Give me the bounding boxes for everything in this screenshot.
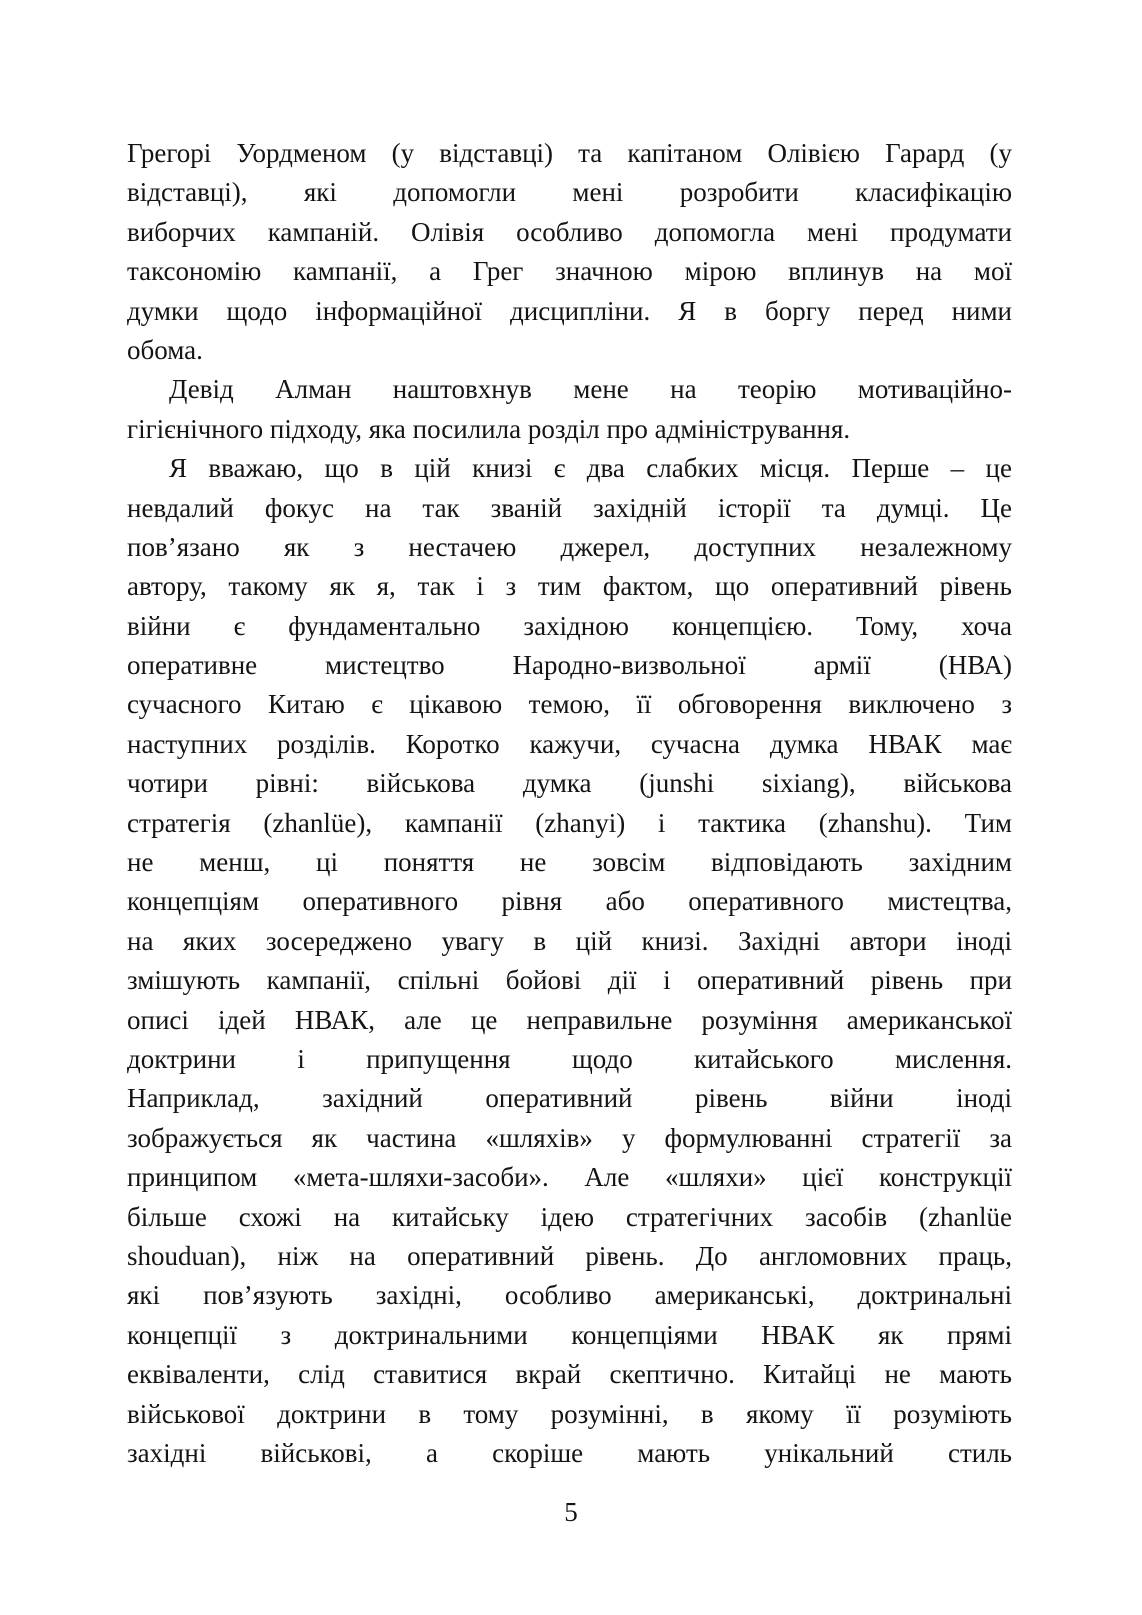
text-line: Девід Алман наштовхнув мене на теорію мотиваційно- — [169, 374, 1012, 405]
text-line: більше схожі на китайську ідею стратегічних засобів (zhanlüe — [127, 1201, 1012, 1232]
text-line: наступних розділів. Коротко кажучи, сучасна думка НВАК має — [127, 728, 1012, 759]
text-line: відставці), які допомогли мені розробити класифікацію — [127, 177, 1012, 208]
text-line: Я вважаю, що в цій книзі є два слабких місця. Перше – це — [169, 453, 1012, 484]
text-line: доктрини і припущення щодо китайського мислення. — [127, 1043, 1012, 1074]
text-line: автору, такому як я, так і з тим фактом, що оперативний рівень — [127, 571, 1012, 602]
text-line: таксономію кампанії, а Грег значною мірою вплинув на мої — [127, 256, 1012, 287]
text-line: обома. — [127, 334, 203, 365]
text-line: еквіваленти, слід ставитися вкрай скептично. Китайці не мають — [127, 1359, 1012, 1390]
text-line: концепції з доктринальними концепціями НВАК як прямі — [127, 1319, 1012, 1350]
text-line: змішують кампанії, спільні бойові дії і оперативний рівень при — [127, 965, 1012, 996]
text-line: описі ідей НВАК, але це неправильне розуміння американської — [127, 1004, 1012, 1035]
text-line: західні військові, а скоріше мають унікальний стиль — [127, 1437, 1012, 1468]
text-line: зображується як частина «шляхів» у формулюванні стратегії за — [127, 1122, 1012, 1153]
text-line: shouduan), ніж на оперативний рівень. До англомовних праць, — [127, 1240, 1012, 1271]
text-line: Грегорі Уордменом (у відставці) та капітаном Олівією Гарард (у — [127, 138, 1012, 168]
text-line: невдалий фокус на так званій західній історії та думці. Це — [127, 492, 1012, 523]
text-line: оперативне мистецтво Народно-визвольної армії (НВА) — [127, 650, 1012, 681]
text-line: принципом «мета-шляхи-засоби». Але «шляхи» цієї конструкції — [127, 1162, 1012, 1193]
text-line: війни є фундаментально західною концепцією. Тому, хоча — [127, 610, 1012, 641]
text-line: виборчих кампаній. Олівія особливо допомогла мені продумати — [127, 216, 1012, 247]
text-line: сучасного Китаю є цікавою темою, її обговорення виключено з — [127, 689, 1012, 720]
text-line: чотири рівні: військова думка (junshi sixiang), військова — [127, 768, 1012, 799]
text-line: стратегія (zhanlüe), кампанії (zhanyi) і тактика (zhanshu). Тим — [127, 807, 1012, 838]
text-line: концепціям оперативного рівня або оперативного мистецтва, — [127, 886, 1012, 917]
text-line: військової доктрини в тому розумінні, в якому її розуміють — [127, 1398, 1012, 1429]
text-line: які пов’язують західні, особливо американські, доктринальні — [127, 1280, 1012, 1311]
text-line: Наприклад, західний оперативний рівень війни іноді — [127, 1083, 1012, 1114]
page-number: 5 — [564, 1497, 578, 1527]
body-text — [127, 134, 1012, 1473]
text-line: пов’язано як з нестачею джерел, доступних незалежному — [127, 531, 1012, 562]
text-line: гігієнічного підходу, яка посилила розділ про адміністрування. — [127, 413, 851, 444]
text-line: на яких зосереджено увагу в цій книзі. Західні автори іноді — [127, 925, 1012, 956]
text-line: думки щодо інформаційної дисципліни. Я в боргу перед ними — [127, 295, 1012, 326]
text-line: не менш, ці поняття не зовсім відповідають західним — [127, 847, 1012, 878]
